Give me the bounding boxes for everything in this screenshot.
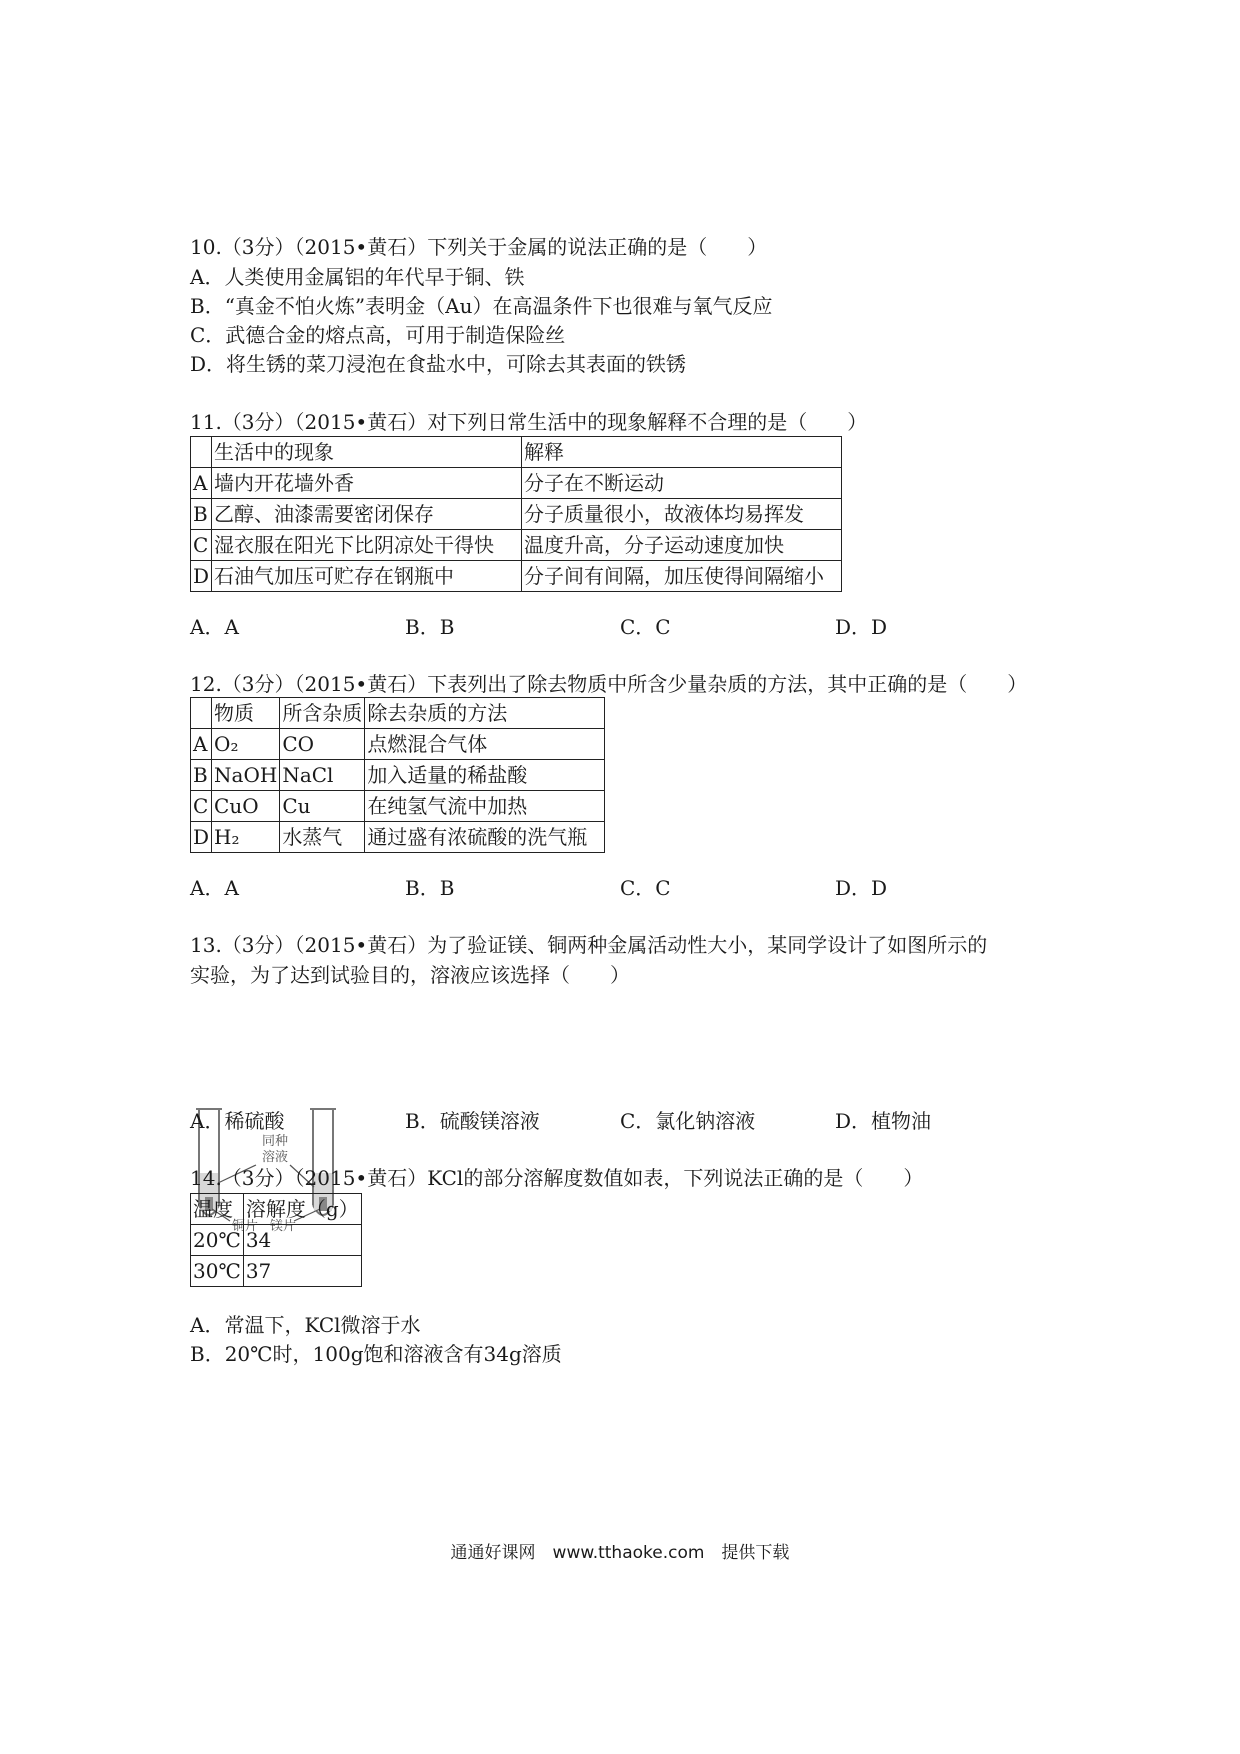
q10-option-a: A．人类使用金属铝的年代早于铜、铁 [190,265,525,289]
table-cell: 生活中的现象 [212,437,522,468]
table-row [191,822,605,853]
table-row [191,1194,362,1225]
table-row [191,1225,362,1256]
label-magnesium: 镁片 [270,1219,297,1234]
q10-option-c: C．武德合金的熔点高，可用于制造保险丝 [190,323,566,347]
table-cell: 30℃ [191,1256,244,1287]
table-row [191,729,605,760]
table-cell: A [191,468,212,499]
label-same-solution-1: 同种 [262,1134,289,1149]
q13-choice-b: B．硫酸镁溶液 [405,1109,540,1133]
table-cell: H₂ [212,822,280,853]
table-cell: 通过盛有浓硫酸的洗气瓶 [365,822,605,853]
q14-option-b: B．20℃时，100g饱和溶液含有34g溶质 [190,1342,562,1366]
label-same-solution-2: 溶液 [262,1150,289,1165]
table-cell: C [191,530,212,561]
table-cell: 解释 [522,437,842,468]
table-cell: 墙内开花墙外香 [212,468,522,499]
table-cell: D [191,822,212,853]
table-cell: C [191,791,212,822]
q12-choice-a: A．A [190,876,239,900]
q11-choice-a: A．A [190,615,239,639]
q11-choice-c: C．C [620,615,671,639]
table-row [191,760,605,791]
q12-stem: 12.（3分）（2015•黄石）下表列出了除去物质中所含少量杂质的方法，其中正确的是（ ） [190,672,1028,696]
table-cell: 温度 [191,1194,244,1225]
table-row [191,530,842,561]
table-row [191,468,842,499]
table-cell: 加入适量的稀盐酸 [365,760,605,791]
q10-option-b: B．“真金不怕火炼”表明金（Au）在高温条件下也很难与氧气反应 [190,294,773,318]
table-cell [191,437,212,468]
table-cell: 20℃ [191,1225,244,1256]
table-cell: D [191,561,212,592]
table-cell: 湿衣服在阳光下比阴凉处干得快 [212,530,522,561]
table-cell: 34 [243,1225,361,1256]
q11-stem: 11.（3分）（2015•黄石）对下列日常生活中的现象解释不合理的是（ ） [190,410,868,434]
table-cell: CO [280,729,365,760]
table-cell: 在纯氢气流中加热 [365,791,605,822]
q14-stem: 14.（3分）（2015•黄石）KCl的部分溶解度数值如表，下列说法正确的是（ ） [190,1166,924,1190]
q14-table [190,1193,362,1287]
q11-choice-b: B．B [405,615,455,639]
table-cell: 温度升高，分子运动速度加快 [522,530,842,561]
q13-choice-a: A．稀硫酸 [190,1109,285,1133]
table-cell: 物质 [212,698,280,729]
table-cell: 水蒸气 [280,822,365,853]
table-row [191,561,842,592]
table-cell: B [191,760,212,791]
table-cell: 石油气加压可贮存在钢瓶中 [212,561,522,592]
table-cell: CuO [212,791,280,822]
table-cell: B [191,499,212,530]
q13-stem-line2: 实验，为了达到试验目的，溶液应该选择（ ） [190,963,630,987]
table-cell: 除去杂质的方法 [365,698,605,729]
table-cell: 溶解度（g） [243,1194,361,1225]
q10-stem: 10.（3分）（2015•黄石）下列关于金属的说法正确的是（ ） [190,235,768,259]
table-row [191,698,605,729]
q12-choice-d: D．D [835,876,888,900]
table-cell: NaCl [280,760,365,791]
table-row [191,499,842,530]
page-footer: 通通好课网 www.tthaoke.com 提供下载 [450,1543,790,1563]
q13-stem-line1: 13.（3分）（2015•黄石）为了验证镁、铜两种金属活动性大小，某同学设计了如图所示的 [190,933,988,957]
q14-option-a: A．常温下，KCl微溶于水 [190,1313,421,1337]
table-cell: 分子质量很小，故液体均易挥发 [522,499,842,530]
q13-choices [190,1106,1070,1136]
table-cell: O₂ [212,729,280,760]
q12-choice-b: B．B [405,876,455,900]
q10-option-d: D．将生锈的菜刀浸泡在食盐水中，可除去其表面的铁锈 [190,352,687,376]
table-cell [191,698,212,729]
label-copper: 铜片 [232,1219,259,1234]
table-cell: 乙醇、油漆需要密闭保存 [212,499,522,530]
q11-choices [190,612,1070,642]
table-row [191,1256,362,1287]
table-cell: A [191,729,212,760]
q13-choice-c: C．氯化钠溶液 [620,1109,756,1133]
table-row [191,791,605,822]
table-cell: 点燃混合气体 [365,729,605,760]
table-cell: 37 [243,1256,361,1287]
q12-choices [190,873,1070,903]
table-cell: 分子在不断运动 [522,468,842,499]
table-row [191,437,842,468]
q13-choice-d: D．植物油 [835,1109,932,1133]
table-cell: 分子间有间隔，加压使得间隔缩小 [522,561,842,592]
q12-table [190,697,605,853]
q11-table [190,436,842,592]
table-cell: 所含杂质 [280,698,365,729]
table-cell: Cu [280,791,365,822]
q11-choice-d: D．D [835,615,888,639]
table-cell: NaOH [212,760,280,791]
q12-choice-c: C．C [620,876,671,900]
